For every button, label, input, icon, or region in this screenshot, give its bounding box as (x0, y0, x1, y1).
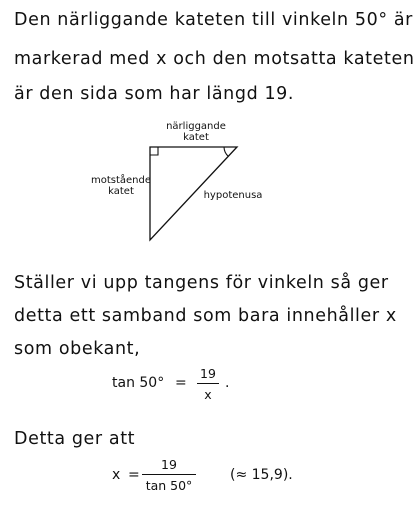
equation-1-numerator: 19 (200, 366, 216, 381)
equation-1-fraction (197, 366, 219, 402)
equation-1-equals: = (175, 375, 187, 391)
equation-2-approximation: (≈ 15,9). (230, 467, 293, 483)
text-line-5: detta ett samband som bara innehåller x (14, 306, 397, 326)
text-line-4: Ställer vi upp tangens för vinkeln så ger (14, 273, 389, 293)
label-opposite-side: motstående katet (90, 175, 152, 197)
equation-1-period: . (225, 375, 230, 391)
fraction-bar (197, 383, 219, 384)
text-line-2: markerad med x och den motsatta kateten (14, 49, 415, 69)
text-line-1: Den närliggande kateten till vinkeln 50° är (14, 10, 413, 30)
fraction-bar (142, 474, 196, 475)
text-line-6: som obekant, (14, 339, 141, 359)
equation-2-numerator: 19 (161, 457, 177, 472)
label-adjacent-side: närliggande katet (166, 121, 226, 143)
equation-2-equals: = (128, 467, 140, 483)
text-line-3: är den sida som har längd 19. (14, 84, 295, 104)
label-hypotenuse: hypotenusa (203, 190, 263, 201)
equation-1-denominator: x (204, 387, 212, 402)
equation-2-fraction (142, 457, 196, 493)
equation-2-denominator: tan 50° (145, 478, 193, 493)
text-line-7: Detta ger att (14, 429, 136, 449)
equation-1-lhs: tan 50° (112, 375, 165, 391)
equation-2-lhs: x (112, 467, 121, 483)
